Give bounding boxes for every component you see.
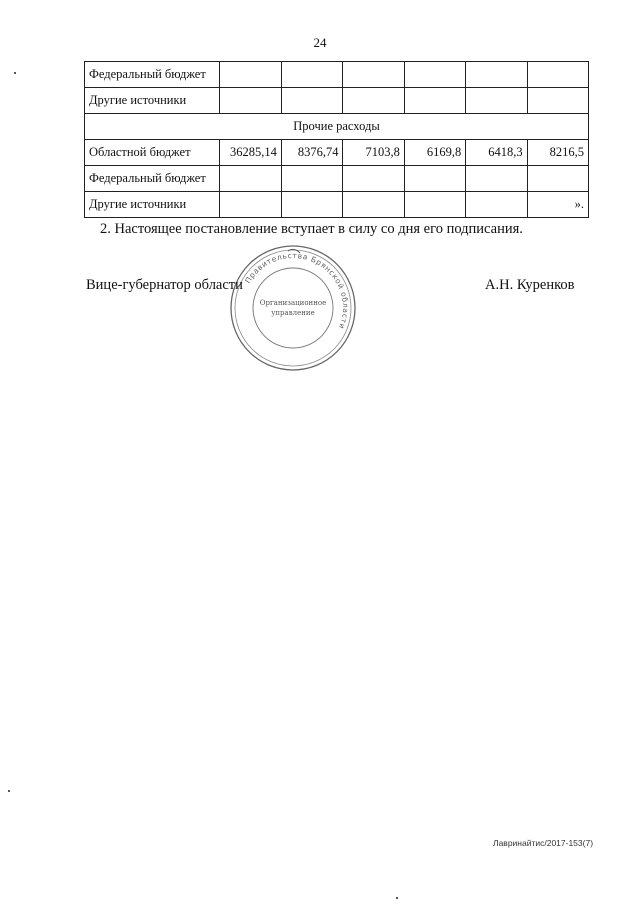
budget-table <box>84 61 589 218</box>
value-cell <box>281 166 343 192</box>
svg-text:Правительства Брянской области <box>243 251 350 331</box>
value-cell <box>527 88 588 114</box>
seal-center-line2: управление <box>271 309 315 317</box>
table-row <box>85 166 589 192</box>
value-cell <box>466 166 527 192</box>
value-cell <box>281 88 343 114</box>
value-cell: 7103,8 <box>343 140 404 166</box>
value-cell <box>343 166 404 192</box>
signatory-title: Вице-губернатор области <box>86 277 243 293</box>
value-cell <box>404 88 465 114</box>
scan-speck <box>8 790 10 792</box>
value-cell <box>220 166 282 192</box>
value-cell: 8216,5 <box>527 140 588 166</box>
value-cell <box>281 192 343 218</box>
row-label-cell: Другие источники <box>85 88 220 114</box>
value-cell <box>281 62 343 88</box>
table-row <box>85 140 589 166</box>
seal-ring-text: Правительства Брянской области <box>243 250 351 331</box>
clause-paragraph: 2. Настоящее постановление вступает в силу со дня его подписания. <box>100 221 523 237</box>
value-cell <box>220 62 282 88</box>
row-label-cell: Федеральный бюджет <box>85 166 220 192</box>
signatory-name: А.Н. Куренков <box>485 277 575 293</box>
row-label-cell: Федеральный бюджет <box>85 62 220 88</box>
value-cell <box>466 62 527 88</box>
value-cell <box>343 192 404 218</box>
value-cell <box>527 62 588 88</box>
value-cell: 6169,8 <box>404 140 465 166</box>
table-row <box>85 192 589 218</box>
table-row <box>85 62 589 88</box>
seal-stamp-icon <box>228 243 358 373</box>
official-seal <box>228 243 358 373</box>
value-cell: 8376,74 <box>281 140 343 166</box>
value-cell: 6418,3 <box>466 140 527 166</box>
value-cell <box>343 88 404 114</box>
value-cell <box>404 62 465 88</box>
table-section-row <box>85 114 589 140</box>
table-row <box>85 88 589 114</box>
page-number: 24 <box>313 35 327 50</box>
row-label-cell: Областной бюджет <box>85 140 220 166</box>
value-cell: 36285,14 <box>220 140 282 166</box>
value-cell <box>466 192 527 218</box>
value-cell <box>343 62 404 88</box>
document-footer-code: Лавринайтис/2017-153(7) <box>493 838 594 848</box>
section-heading-cell: Прочие расходы <box>85 114 589 140</box>
value-cell <box>466 88 527 114</box>
scan-speck <box>396 897 398 899</box>
seal-center-line1: Организационное <box>259 299 327 307</box>
budget-table-body <box>85 62 589 218</box>
row-label-cell: Другие источники <box>85 192 220 218</box>
value-cell <box>404 192 465 218</box>
value-cell <box>527 166 588 192</box>
value-cell <box>220 88 282 114</box>
value-cell: ». <box>527 192 588 218</box>
value-cell <box>220 192 282 218</box>
value-cell <box>404 166 465 192</box>
scan-speck <box>14 72 16 74</box>
